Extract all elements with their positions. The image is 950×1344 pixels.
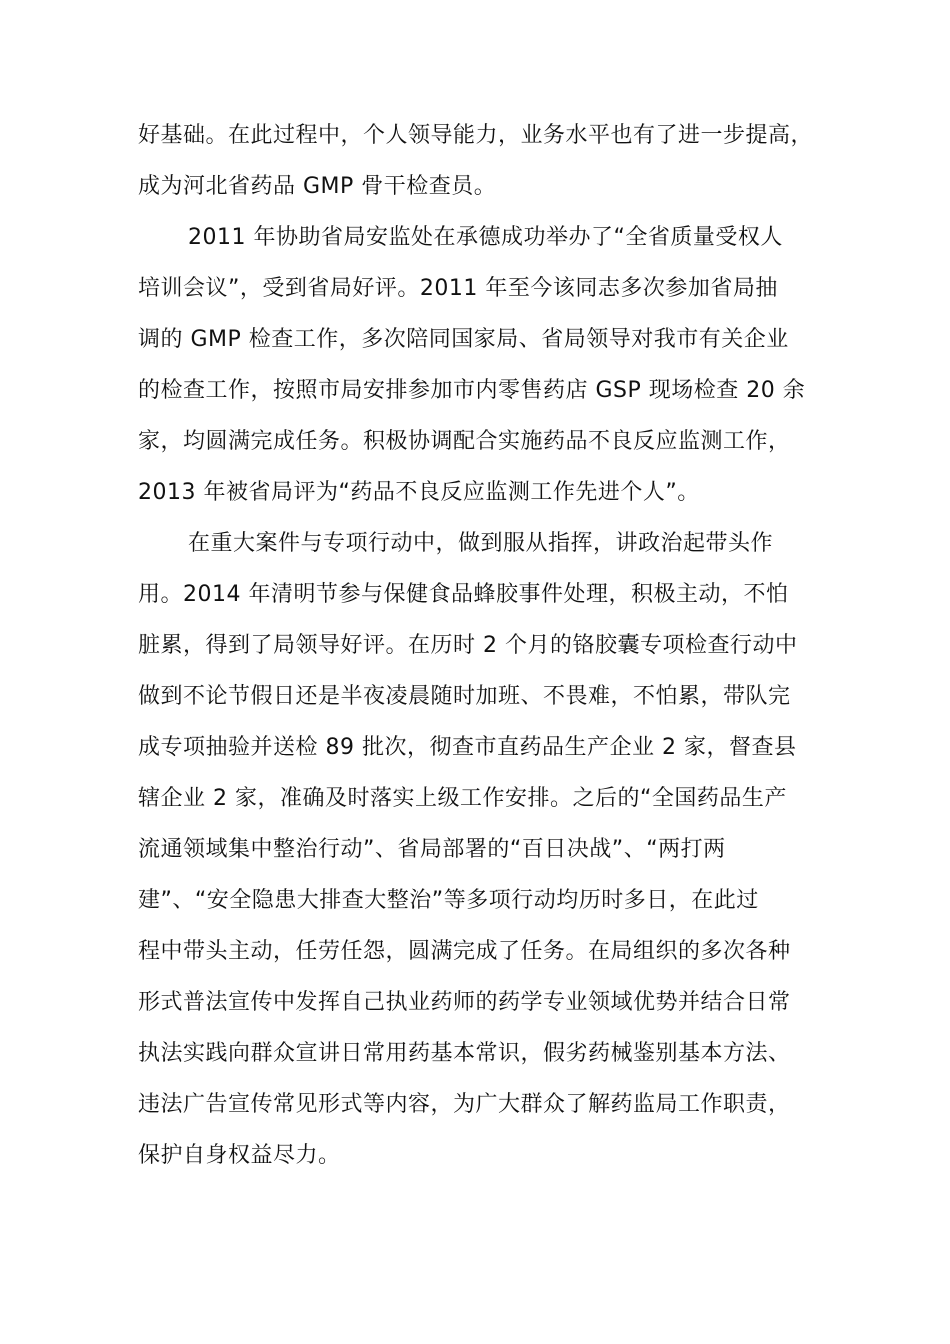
text-line: 做到不论节假日还是半夜凌晨随时加班、不畏难，不怕累，带队完 — [138, 684, 791, 709]
text-line: 违法广告宣传常见形式等内容，为广大群众了解药监局工作职责， — [138, 1092, 791, 1117]
text-line: 2013 年被省局评为“药品不良反应监测工作先进个人”。 — [138, 480, 700, 505]
paragraph-start-line: 2011 年协助省局安监处在承德成功举办了“全省质量受权人 — [188, 225, 783, 250]
text-line: 用。2014 年清明节参与保健食品蜂胶事件处理，积极主动，不怕 — [138, 582, 789, 607]
text-line: 建”、“安全隐患大排查大整治”等多项行动均历时多日，在此过 — [138, 888, 759, 913]
text-line: 成为河北省药品 GMP 骨干检查员。 — [138, 174, 497, 199]
text-line: 程中带头主动，任劳任怨，圆满完成了任务。在局组织的多次各种 — [138, 939, 791, 964]
text-line: 的检查工作，按照市局安排参加市内零售药店 GSP 现场检查 20 余 — [138, 378, 806, 403]
text-line: 保护自身权益尽力。 — [138, 1143, 341, 1168]
text-line: 执法实践向群众宣讲日常用药基本常识，假劣药械鉴别基本方法、 — [138, 1041, 791, 1066]
text-line: 成专项抽验并送检 89 批次，彻查市直药品生产企业 2 家，督查县 — [138, 735, 797, 760]
text-line: 好基础。在此过程中，个人领导能力，业务水平也有了进一步提高， — [138, 123, 814, 148]
text-line: 形式普法宣传中发挥自己执业药师的药学专业领域优势并结合日常 — [138, 990, 791, 1015]
text-line: 家，均圆满完成任务。积极协调配合实施药品不良反应监测工作， — [138, 429, 791, 454]
body-text — [138, 110, 838, 1181]
text-line: 调的 GMP 检查工作，多次陪同国家局、省局领导对我市有关企业 — [138, 327, 789, 352]
text-line: 辖企业 2 家，准确及时落实上级工作安排。之后的“全国药品生产 — [138, 786, 787, 811]
text-line: 流通领域集中整治行动”、省局部署的“百日决战”、“两打两 — [138, 837, 726, 862]
text-line: 培训会议”，受到省局好评。2011 年至今该同志多次参加省局抽 — [138, 276, 778, 301]
paragraph-start-line: 在重大案件与专项行动中，做到服从指挥，讲政治起带头作 — [188, 531, 774, 556]
text-line: 脏累，得到了局领导好评。在历时 2 个月的铬胶囊专项检查行动中 — [138, 633, 798, 658]
